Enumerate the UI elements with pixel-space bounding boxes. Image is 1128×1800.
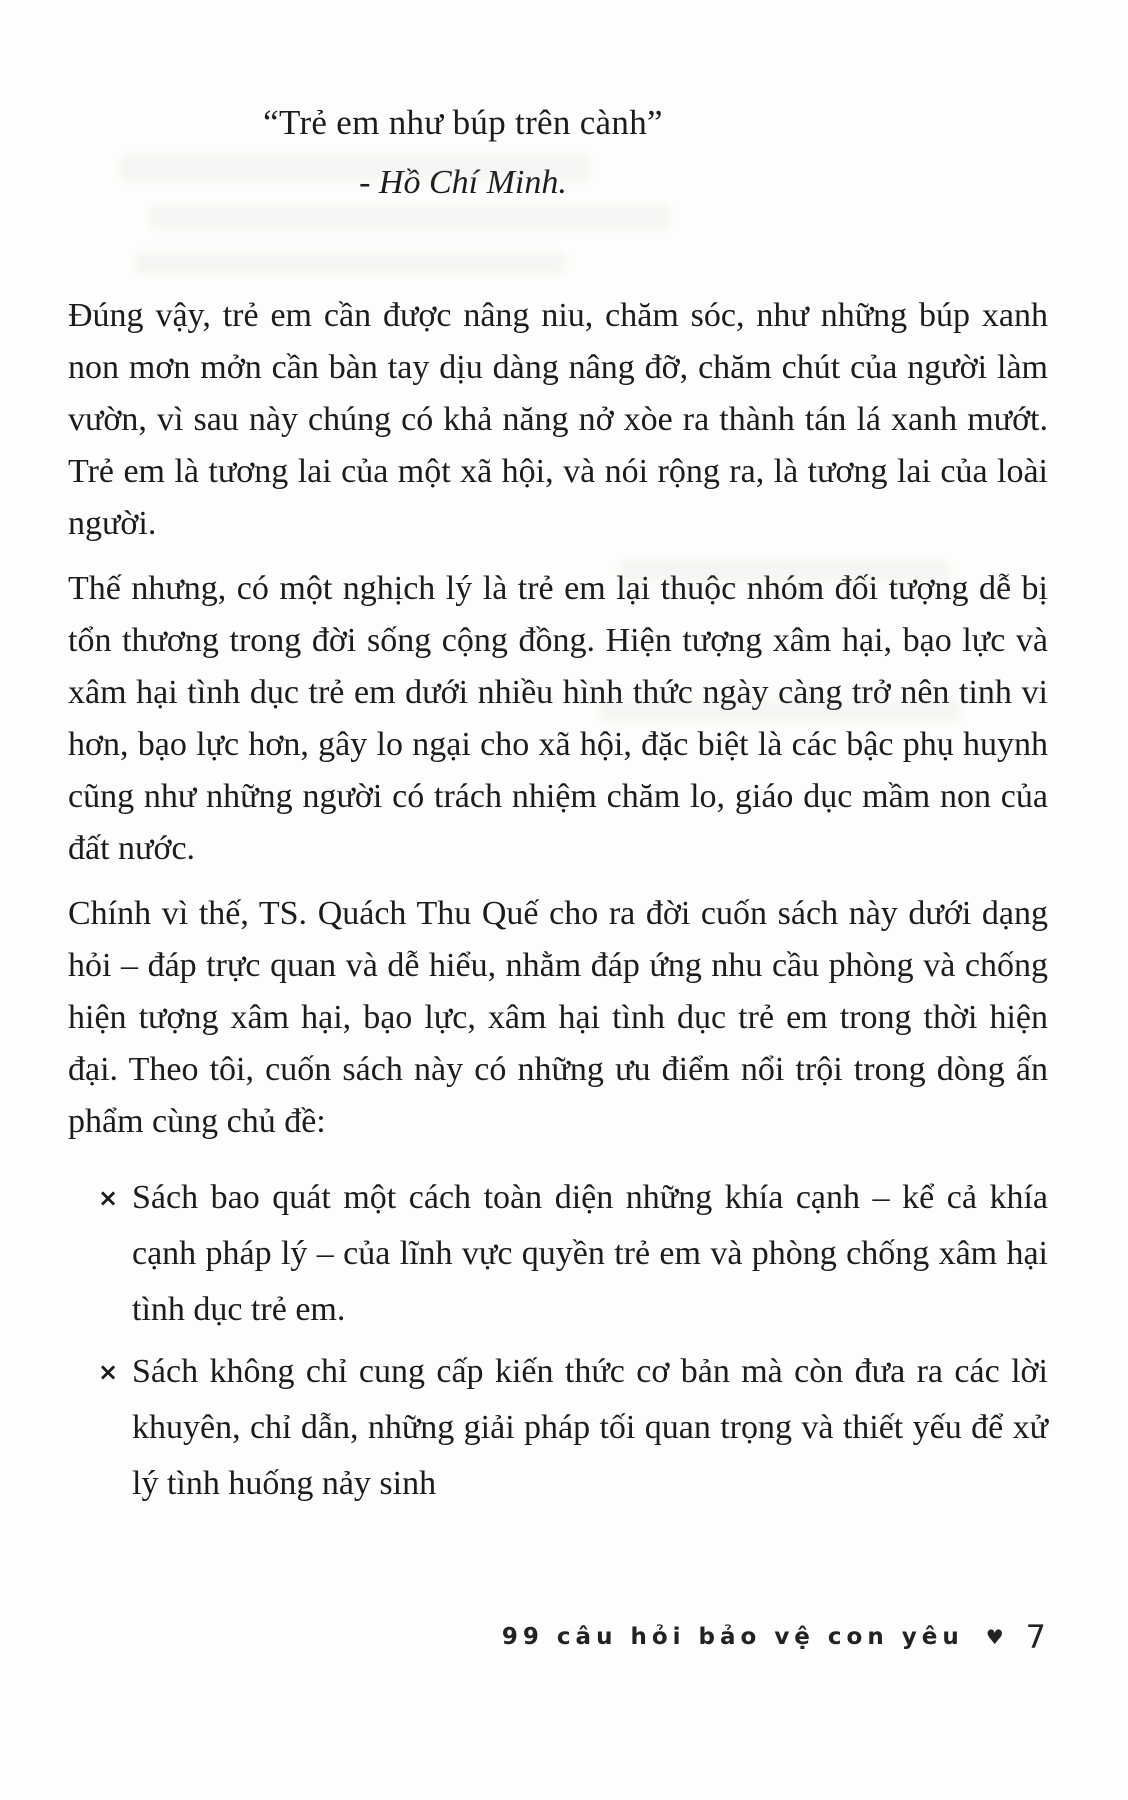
paragraph: Đúng vậy, trẻ em cần được nâng niu, chăm sóc, như những búp xanh non mơn mởn cần bàn tay dịu dàng nâng đỡ, chăm chút của người làm vườn, vì sau này chúng có khả năng nở xòe ra thành tán lá xanh mướt. Trẻ em là tương lai của một xã hội, và nói rộng ra, là tương lai của loài người. [68,296,1048,542]
page-bleedthrough [150,205,670,229]
paragraph: Chính vì thế, TS. Quách Thu Quế cho ra đời cuốn sách này dưới dạng hỏi – đáp trực quan và dễ hiểu, nhằm đáp ứng nhu cầu phòng và chống hiện tượng xâm hại, bạo lực, xâm hại tình dục trẻ em trong thời hiện đại. Theo tôi, cuốn sách này có những ưu điểm nổi trội trong dòng ấn phẩm cùng chủ đề: [68,894,1048,1140]
heart-icon: ♥ [985,1625,1004,1649]
paragraph: Thế nhưng, có một nghịch lý là trẻ em lại thuộc nhóm đối tượng dễ bị tổn thương trong đời sống cộng đồng. Hiện tượng xâm hại, bạo lực và xâm hại tình dục trẻ em dưới nhiều hình thức ngày càng trở nên tinh vi hơn, bạo lực hơn, gây lo ngại cho xã hội, đặc biệt là các bậc phụ huynh cũng như những người có trách nhiệm chăm lo, giáo dục mầm non của đất nước. [68,569,1048,867]
epigraph-attribution: - Hồ Chí Minh. [359,163,567,201]
page-footer [502,1618,1046,1656]
bullet-marker-icon: × [98,1183,119,1212]
bullet-item [68,1344,1048,1512]
paragraph-list [68,290,1048,1148]
body-text [68,290,1048,1512]
epigraph-quote: “Trẻ em như búp trên cành” [263,103,663,142]
bullet-text: Sách không chỉ cung cấp kiến thức cơ bản mà còn đưa ra các lời khuyên, chỉ dẫn, những giải pháp tối quan trọng và thiết yếu để xử lý tình huống nảy sinh [132,1352,1048,1502]
bullet-text: Sách bao quát một cách toàn diện những khía cạnh – kể cả khía cạnh pháp lý – của lĩnh vực quyền trẻ em và phòng chống xâm hại tình dục trẻ em. [132,1178,1048,1328]
bullet-marker-icon: × [98,1357,119,1386]
page-bleedthrough [135,252,565,274]
epigraph [68,0,858,202]
page-number: 7 [1025,1618,1046,1656]
bullet-list [68,1170,1048,1512]
running-book-title: 99 câu hỏi bảo vệ con yêu [501,1624,964,1650]
bullet-item [68,1170,1048,1338]
